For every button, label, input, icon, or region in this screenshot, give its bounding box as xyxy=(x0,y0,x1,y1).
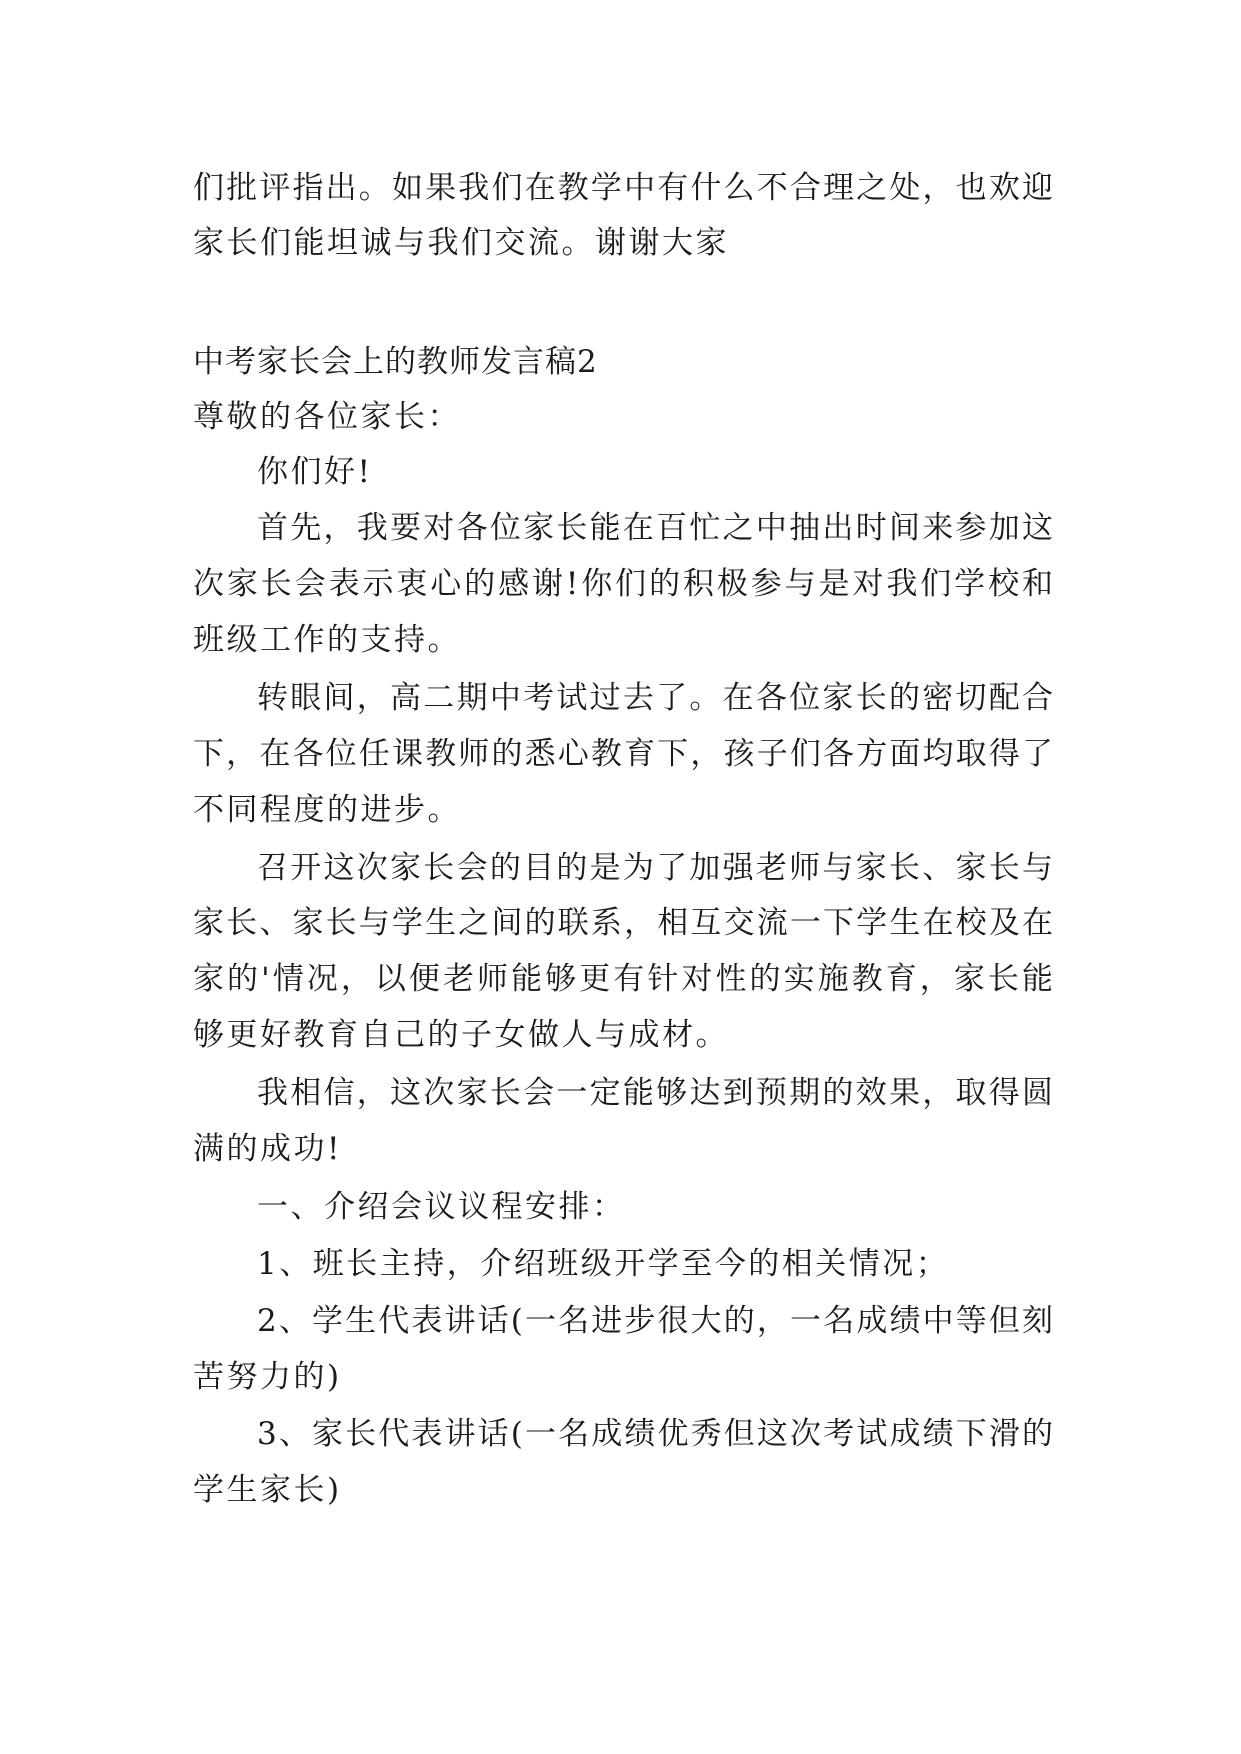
text-line: 转眼间，高二期中考试过去了。在各位家长的密切配合 xyxy=(257,680,1053,716)
agenda-heading: 一、介绍会议议程安排： xyxy=(257,1189,626,1225)
section-title: 中考家长会上的教师发言稿2 xyxy=(193,344,598,380)
text-line: 学生家长) xyxy=(193,1472,342,1508)
text-line: 家长、家长与学生之间的联系，相互交流一下学生在校及在 xyxy=(193,905,1053,941)
text-line: 们批评指出。如果我们在教学中有什么不合理之处，也欢迎 xyxy=(193,170,1053,206)
text-line: 家长们能坦诚与我们交流。谢谢大家 xyxy=(193,225,729,261)
greeting: 你们好! xyxy=(257,454,373,490)
text-line: 满的成功! xyxy=(193,1131,342,1167)
agenda-item: 1、班长主持，介绍班级开学至今的相关情况； xyxy=(257,1246,950,1282)
agenda-item: 3、家长代表讲话(一名成绩优秀但这次考试成绩下滑的 xyxy=(257,1416,1053,1452)
text-line: 召开这次家长会的目的是为了加强老师与家长、家长与 xyxy=(257,850,1053,886)
text-line: 我相信，这次家长会一定能够达到预期的效果，取得圆 xyxy=(257,1075,1053,1111)
agenda-item: 2、学生代表讲话(一名进步很大的，一名成绩中等但刻 xyxy=(257,1303,1053,1339)
text-line: 苦努力的) xyxy=(193,1359,342,1395)
text-line: 不同程度的进步。 xyxy=(193,792,461,828)
text-line: 下，在各位任课教师的悉心教育下，孩子们各方面均取得了 xyxy=(193,736,1053,772)
text-line: 家的'情况，以便老师能够更有针对性的实施教育，家长能 xyxy=(193,961,1053,997)
text-line: 次家长会表示衷心的感谢!你们的积极参与是对我们学校和 xyxy=(193,566,1053,602)
text-line: 够更好教育自己的子女做人与成材。 xyxy=(193,1017,729,1053)
text-line: 班级工作的支持。 xyxy=(193,622,461,658)
text-line: 首先，我要对各位家长能在百忙之中抽出时间来参加这 xyxy=(257,510,1053,546)
salutation: 尊敬的各位家长： xyxy=(193,399,461,435)
